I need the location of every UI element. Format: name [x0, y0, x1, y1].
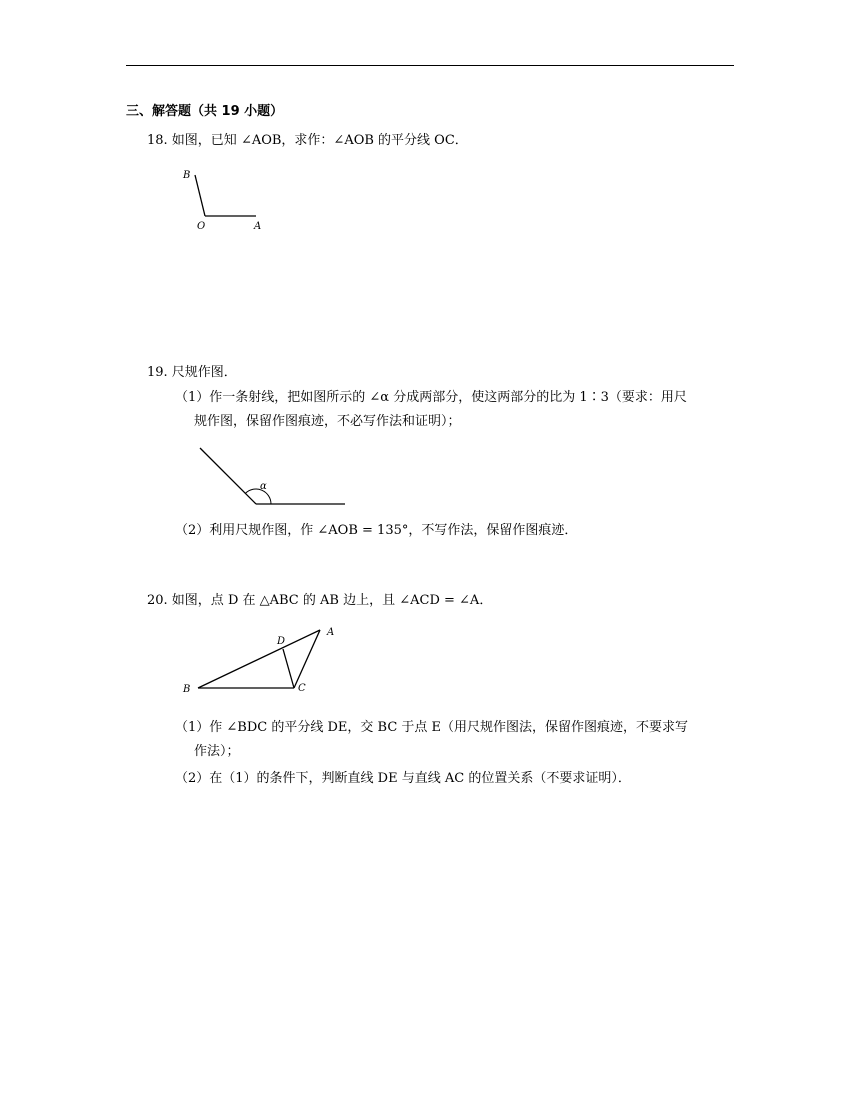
q19-part1-line2: 规作图，保留作图痕迹，不必写作法和证明）；	[194, 414, 461, 429]
section-title: 三、解答题（共 19 小题）	[126, 104, 284, 119]
q18-label-a: A	[254, 221, 262, 232]
q19-part2: （2）利用尺规作图，作 ∠AOB = 135°，不写作法，保留作图痕迹．	[175, 523, 578, 538]
q20-label-a: A	[327, 627, 335, 638]
q20-label-d: D	[277, 636, 286, 647]
q20-part1-line2: 作法）；	[194, 744, 240, 759]
q20-label-c: C	[298, 683, 306, 694]
q19-title: 19. 尺规作图．	[147, 365, 237, 380]
q20-text: 20. 如图，点 D 在 △ABC 的 AB 边上，且 ∠ACD = ∠A．	[147, 593, 493, 608]
q19-label-alpha: α	[260, 481, 267, 492]
q19-ray-slanted	[200, 448, 256, 504]
header-rule	[126, 65, 734, 66]
q20-part2: （2）在（1）的条件下，判断直线 DE 与直线 AC 的位置关系（不要求证明）．	[175, 771, 631, 786]
q19-part1-line1: （1）作一条射线，把如图所示的 ∠α 分成两部分，使这两部分的比为 1∶3（要求：用尺	[175, 390, 687, 405]
q18-label-o: O	[197, 221, 206, 232]
q18-text: 18. 如图，已知 ∠AOB，求作：∠AOB 的平分线 OC．	[147, 133, 468, 148]
q20-segment-ab	[198, 630, 320, 688]
q18-label-b: B	[183, 170, 191, 181]
q18-ray-ob	[195, 175, 205, 216]
q19-alpha-figure	[195, 440, 355, 510]
q20-segment-ca	[294, 630, 320, 688]
q20-segment-dc	[283, 649, 294, 688]
q20-part1-line1: （1）作 ∠BDC 的平分线 DE，交 BC 于点 E（用尺规作图法，保留作图痕迹，不要求写	[175, 720, 689, 735]
q20-triangle-figure	[178, 620, 348, 700]
q20-label-b: B	[183, 684, 191, 695]
q18-angle-figure	[180, 165, 270, 235]
